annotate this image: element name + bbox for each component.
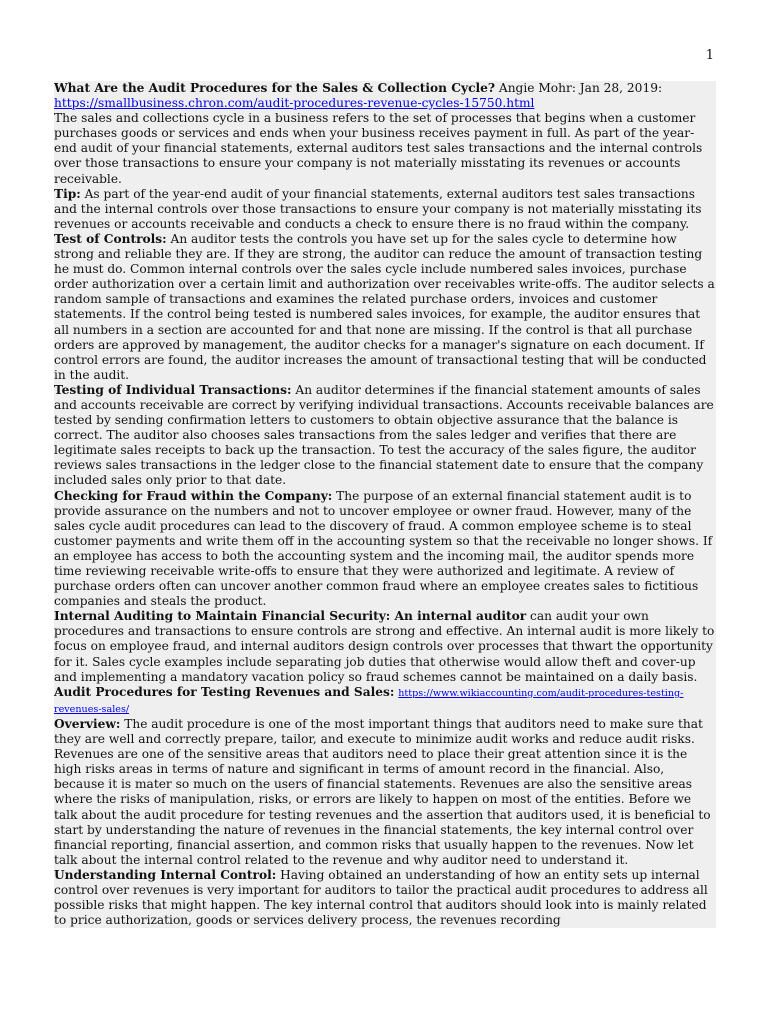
article-byline: Angie Mohr: Jan 28, 2019: <box>495 81 663 95</box>
individual-transactions-paragraph <box>54 383 716 489</box>
section-body: An auditor tests the controls you have set up for the sales cycle to determine how strong and reliable they are. If they are strong, the auditor can reduce the amount of transaction testing he must do. Common internal controls over the sales cycle include numbered sales invoices, purchase order authorization over a certain limit and authorization over receivables write-offs. The auditor selects a random sample of transactions and examines the related purchase orders, invoices and customer statements. If the control being tested is numbered sales invoices, for example, the auditor ensures that all numbers in a section are accounted for and that none are missing. If the control is that all purchase orders are approved by management, the auditor checks for a manager's signature on each document. If control errors are found, the auditor increases the amount of transactional testing that will be conducted in the audit. <box>54 231 715 382</box>
section-body: As part of the year-end audit of your financial statements, external auditors test sales transactions and the internal controls over those transactions to ensure your company is not materially misstating its revenues or accounts receivable and conducts a check to ensure there is no fraud within the company. <box>54 186 702 231</box>
fraud-checking-paragraph <box>54 489 716 610</box>
section-heading: Testing of Individual Transactions: <box>54 382 292 397</box>
page-number: 1 <box>705 48 714 63</box>
section-body: The audit procedure is one of the most important things that auditors need to make sure that they are well and correctly prepare, tailor, and execute to minimize audit works and reduce audit risks. Revenues are one of the sensitive areas that auditors need to place their great attention since it is the high risks areas in terms of nature and significant in terms of amount record in the financial. Also, because it is mater so much on the users of financial statements. Revenues are also the sensitive areas where the risks of manipulation, risks, or errors are likely to happen on most of the entities. Before we talk about the audit procedure for testing revenues and the assertion that auditors used, it is beneficial to start by understanding the nature of revenues in the financial statements, the key internal control over financial reporting, financial assertion, and common risks that usually happen to the revenues. Now let talk about the internal control related to the revenue and why auditor need to understand it. <box>54 716 711 867</box>
tip-paragraph <box>54 187 716 232</box>
section-body: can audit your own procedures and transactions to ensure controls are strong and effective. An internal audit is more likely to focus on employee fraud, and internal auditors design controls over processes that thwart the opportunity for it. Sales cycle examples include separating job duties that otherwise would allow theft and cover-up and implementing a mandatory vacation policy so fraud schemes cannot be maintained on a daily basis. <box>54 609 715 684</box>
source-link[interactable]: https://smallbusiness.chron.com/audit-procedures-revenue-cycles-15750.html <box>54 96 535 111</box>
internal-auditing-paragraph <box>54 609 716 684</box>
overview-paragraph <box>54 717 716 868</box>
article2-title: Audit Procedures for Testing Revenues and Sales: <box>54 684 395 699</box>
source-link-2[interactable]: https://www.wikiaccounting.com/audit-procedures-testing-revenues-sales/ <box>54 687 684 715</box>
section-heading: Test of Controls: <box>54 231 167 246</box>
section-body: The purpose of an external financial statement audit is to provide assurance on the numbers and not to uncover employee or owner fraud. However, many of the sales cycle audit procedures can lead to the discovery of fraud. A common employee scheme is to steal customer payments and write them off in the accounting system so that the receivable no longer shows. If an employee has access to both the accounting system and the incoming mail, the auditor spends more time reviewing receivable write-offs to ensure that they were authorized and legitimate. A review of purchase orders often can uncover another common fraud where an employee creates sales to fictitious companies and steals the product. <box>54 488 713 609</box>
section-heading: Tip: <box>54 186 81 201</box>
article2-title-line <box>54 685 716 717</box>
section-body: Having obtained an understanding of how an entity sets up internal control over revenues is very important for auditors to tailor the practical audit procedures to address all possible risks that might happen. The key internal control that auditors should look into is mainly related to price authorization, goods or services delivery process, the revenues recording <box>54 867 708 928</box>
test-of-controls-paragraph <box>54 232 716 383</box>
section-heading: Overview: <box>54 716 121 731</box>
document-body <box>54 81 716 928</box>
internal-control-paragraph <box>54 868 716 928</box>
article-title-line <box>54 81 716 111</box>
article-title: What Are the Audit Procedures for the Sales & Collection Cycle? <box>54 81 496 95</box>
section-heading: Understanding Internal Control: <box>54 867 277 882</box>
section-heading: Checking for Fraud within the Company: <box>54 488 333 503</box>
section-heading: Internal Auditing to Maintain Financial Security: An internal auditor <box>54 609 527 624</box>
section-body: An auditor determines if the financial statement amounts of sales and accounts receivable are correct by verifying individual transactions. Accounts receivable balances are tested by sending confirmation letters to customers to obtain objective assurance that the balance is correct. The auditor also chooses sales transactions from the sales ledger and verifies that there are legitimate sales receipts to back up the transaction. To test the accuracy of the sales figure, the auditor reviews sales transactions in the ledger close to the financial statement date to ensure that the company included sales only prior to that date. <box>54 382 714 488</box>
intro-paragraph: The sales and collections cycle in a business refers to the set of processes that begins when a customer purchases goods or services and ends when your business receives payment in full. As part of the year-end audit of your financial statements, external auditors test sales transactions and the internal controls over those transactions to ensure your company is not materially misstating its revenues or accounts receivable. <box>54 111 716 186</box>
